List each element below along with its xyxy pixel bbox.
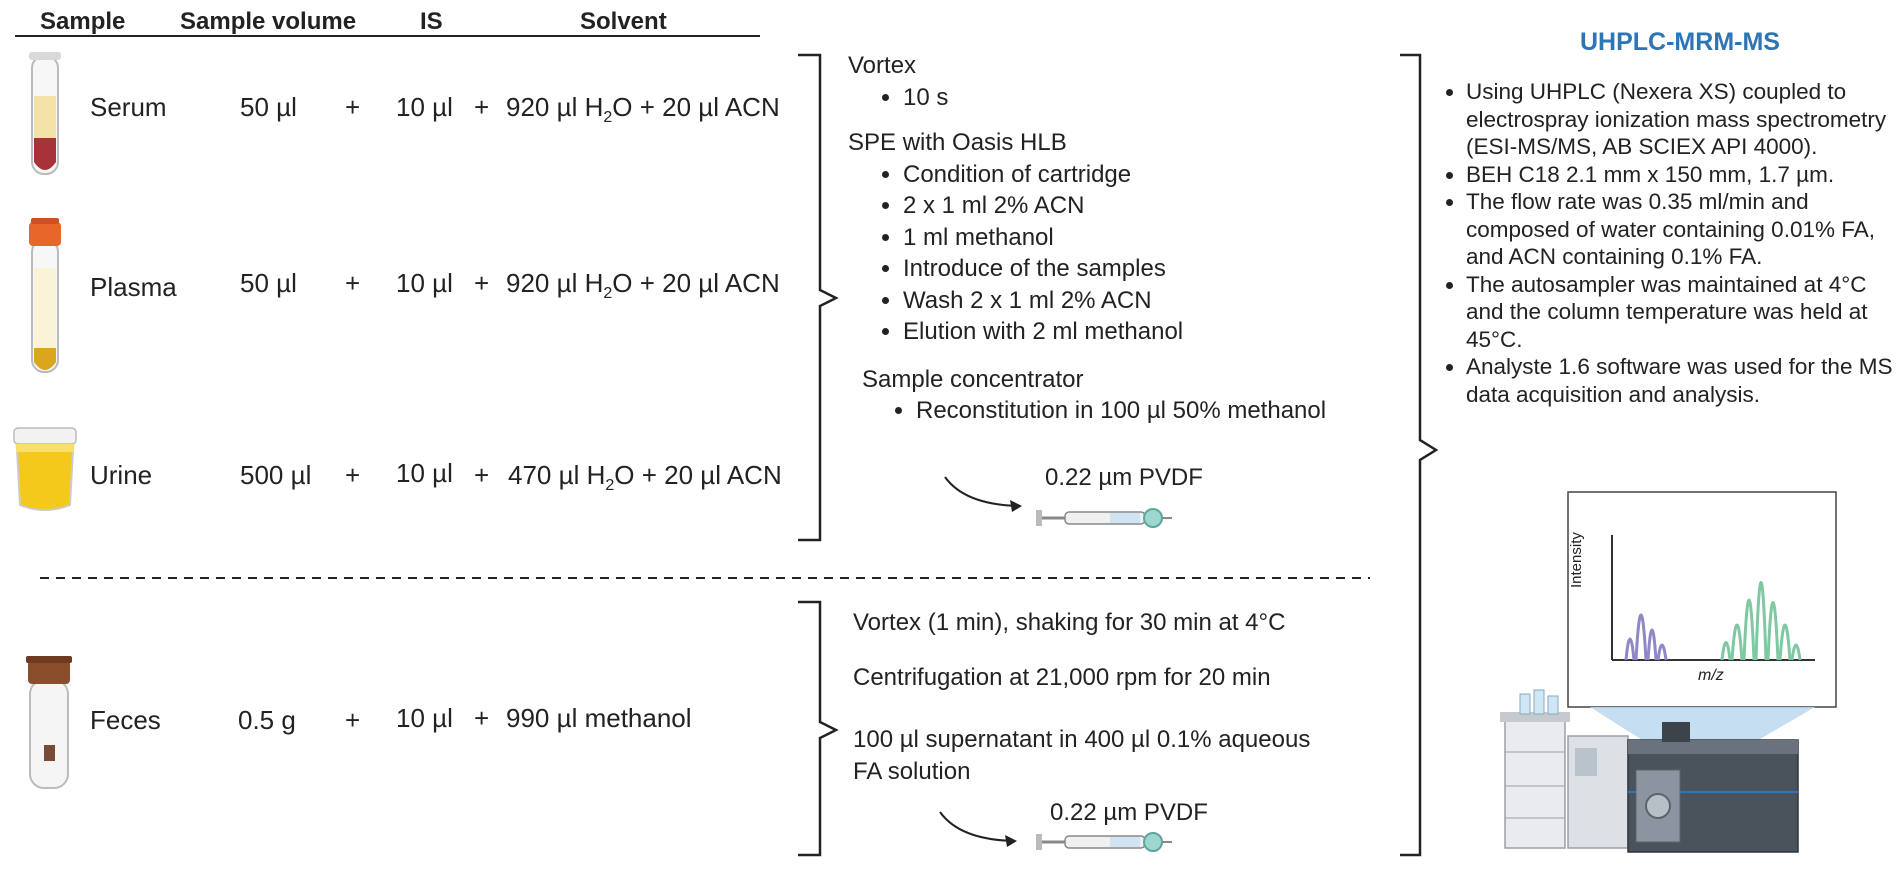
serum-tube-icon [29,52,61,174]
plus-serum-2: + [474,92,490,122]
filter-arrow-lower [940,812,1015,841]
plus-feces-1: + [345,705,361,735]
solvent-urine: 470 µl $H_2O + 20$ µl ACN [508,460,782,495]
list-item: • Reconstitution in 100 µl 50% methanol [916,395,1326,427]
solvent-feces: 990 µl methanol [506,703,692,733]
spectrum-xlabel: m/z [1698,667,1724,684]
sample-volume-plasma: 50 µl [240,268,297,298]
bracket-liquid [798,55,836,540]
header-is: IS [420,8,443,35]
vortex-title: Vortex [848,52,917,79]
sample-name-feces: Feces [90,705,161,735]
concentrator-title: Sample concentrator [862,365,1084,393]
header-sample-volume: Sample volume [180,8,357,35]
spectrum-ylabel: Intensity [1568,532,1585,588]
plus-plasma-1: + [345,268,361,298]
list-item: • Analyste 1.6 software was used for the MS data acquisition and analysis. [1466,353,1900,408]
list-item: • Condition of cartridge [903,159,1326,191]
list-item: • Using UHPLC (Nexera XS) coupled to electrospray ionization mass spectrometry (ESI-MS/MS, AB SCIEX API 4000). [1466,78,1900,161]
list-item: • Elution with 2 ml methanol [903,316,1326,348]
spe-list [848,159,1326,348]
list-item: • 1 ml methanol [903,222,1326,254]
plus-urine-1: + [345,460,361,490]
urine-cup-icon [14,428,76,510]
bracket-feces [798,602,836,855]
vortex-list [848,82,1326,114]
sample-name-urine: Urine [90,460,153,490]
is-volume-urine: 10 µl [396,458,453,488]
plus-serum-1: + [345,92,361,122]
header-sample: Sample [40,8,126,35]
filter-arrow-upper [945,477,1020,506]
plasma-tube-icon [29,218,61,372]
list-item: • 10 s [903,82,1326,114]
solvent-plasma: 920 µl $H_2O + 20$ µl ACN [506,268,780,303]
solvent-serum: 920 µl $H_2O + 20$ µl ACN [506,92,780,127]
feces-step-vortex: Vortex (1 min), shaking for 30 min at 4°C [853,609,1286,636]
list-item: • The autosampler was maintained at 4°C and the column temperature was held at 45°C. [1466,271,1900,354]
sample-volume-urine: 500 µl [240,460,312,490]
list-item: • Wash 2 x 1 ml 2% ACN [903,285,1326,317]
analysis-title: UHPLC-MRM-MS [1580,28,1780,56]
syringe-icon-upper [1036,509,1172,527]
sample-volume-feces: 0.5 g [238,705,296,735]
is-volume-serum: 10 µl [396,92,453,122]
feces-step-centrifuge: Centrifugation at 21,000 rpm for 20 min [853,664,1271,691]
list-item: • The flow rate was 0.35 ml/min and composed of water containing 0.01% FA, and ACN containing 0.1% FA. [1466,188,1900,271]
list-item: • BEH C18 2.1 mm x 150 mm, 1.7 µm. [1466,161,1900,189]
feces-step-supernatant: 100 µl supernatant in 400 µl 0.1% aqueous [853,726,1311,753]
is-volume-plasma: 10 µl [396,268,453,298]
header-solvent: Solvent [580,8,667,35]
spe-title: SPE with Oasis HLB [848,129,1067,156]
plus-urine-2: + [474,460,490,490]
sample-name-plasma: Plasma [90,272,177,302]
plus-plasma-2: + [474,268,490,298]
syringe-icon-lower [1036,833,1172,851]
sample-volume-serum: 50 µl [240,92,297,122]
filter-label-lower: 0.22 µm PVDF [1050,799,1208,826]
filter-label-upper: 0.22 µm PVDF [1045,464,1203,491]
sample-name-serum: Serum [90,92,167,122]
analysis-list [1430,78,1900,408]
list-item: • 2 x 1 ml 2% ACN [903,190,1326,222]
plus-feces-2: + [474,703,490,733]
feces-tube-icon [26,656,72,788]
liquid-protocol [848,50,1326,427]
concentrator-list [848,395,1326,427]
list-item: • Introduce of the samples [903,253,1326,285]
is-volume-feces: 10 µl [396,703,453,733]
feces-step-supernatant-cont: FA solution [853,758,971,785]
